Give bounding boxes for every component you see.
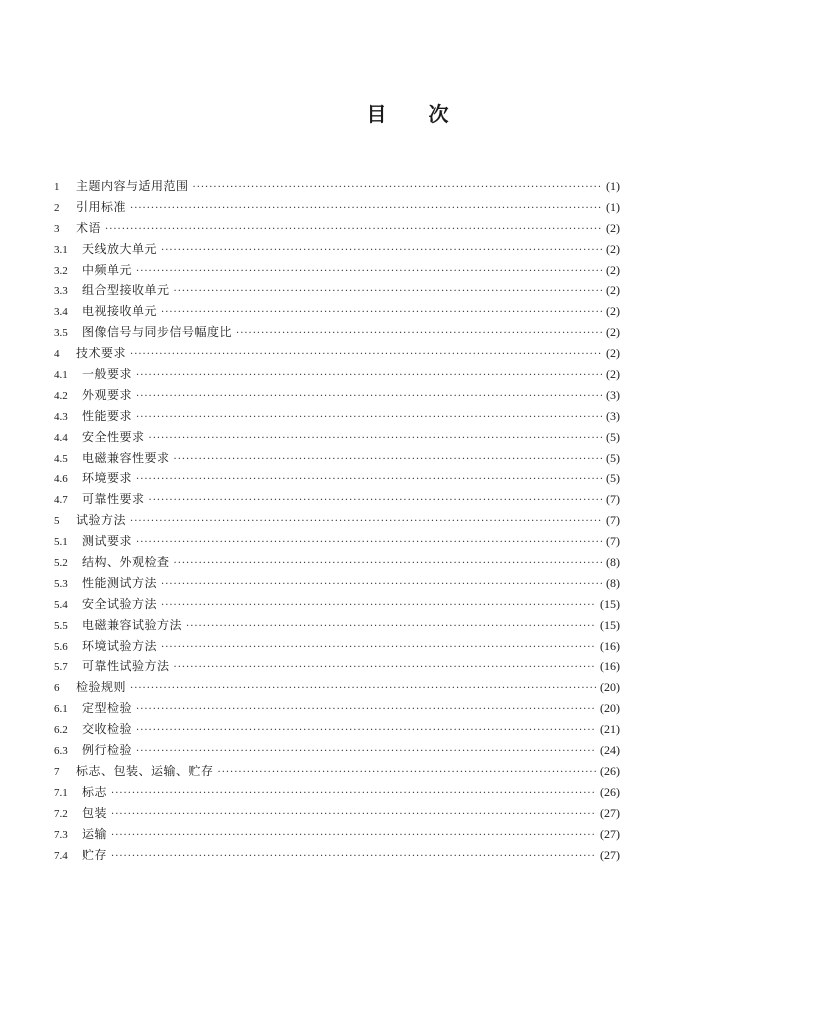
toc-entry[interactable] <box>54 824 620 845</box>
toc-entry[interactable] <box>54 782 620 803</box>
toc-entry-number: 5.5 <box>54 619 68 632</box>
toc-entry-page: (15) <box>600 617 620 632</box>
dot-leader <box>174 658 596 679</box>
toc-entry[interactable] <box>54 322 620 343</box>
toc-entry-number: 3.1 <box>54 243 68 256</box>
title-part-1: 目 <box>366 102 387 126</box>
toc-entry[interactable] <box>54 239 620 260</box>
toc-entry-page: (16) <box>600 659 620 674</box>
dot-leader <box>136 366 602 387</box>
dot-leader <box>136 700 596 721</box>
toc-entry-label: 运输 <box>82 826 108 841</box>
toc-entry-page: (20) <box>600 680 620 695</box>
toc-entry-page: (1) <box>606 179 620 193</box>
toc-entry-number: 7.2 <box>54 807 68 820</box>
dot-leader <box>136 408 602 429</box>
toc-entry[interactable] <box>54 489 620 510</box>
toc-entry[interactable] <box>54 719 620 740</box>
dot-leader <box>136 387 602 408</box>
dot-leader <box>236 324 602 345</box>
toc-entry-number: 4.5 <box>54 452 68 465</box>
dot-leader <box>111 784 596 805</box>
dot-leader <box>161 575 602 596</box>
toc-entry-page: (2) <box>606 367 620 382</box>
dot-leader <box>105 220 602 241</box>
dot-leader <box>161 303 602 324</box>
toc-entry[interactable] <box>54 677 620 698</box>
toc-entry-number: 5.2 <box>54 557 68 570</box>
toc-entry[interactable] <box>54 845 620 866</box>
toc-entry-label: 天线放大单元 <box>82 241 158 256</box>
toc-entry[interactable] <box>54 615 620 636</box>
toc-entry-page: (8) <box>606 575 620 590</box>
dot-leader <box>149 429 602 450</box>
toc-entry[interactable] <box>54 740 620 761</box>
dot-leader <box>136 533 602 554</box>
dot-leader <box>174 554 602 575</box>
toc-entry[interactable] <box>54 364 620 385</box>
toc-entry-page: (21) <box>600 722 620 737</box>
toc-entry-number: 6.1 <box>54 703 68 716</box>
toc-entry[interactable] <box>54 260 620 281</box>
toc-entry-page: (26) <box>600 784 620 799</box>
toc-entry-page: (2) <box>606 241 620 256</box>
toc-entry[interactable] <box>54 573 620 594</box>
toc-entry-label: 安全性要求 <box>82 429 145 444</box>
toc-entry-number: 3.4 <box>54 306 68 319</box>
toc-entry-label: 交收检验 <box>82 722 133 737</box>
dot-leader <box>130 512 602 533</box>
toc-entry-page: (7) <box>606 492 620 507</box>
toc-entry-label: 可靠性试验方法 <box>82 659 170 674</box>
toc-entry-page: (2) <box>606 346 620 361</box>
toc-entry-page: (3) <box>606 387 620 402</box>
toc-entry-number: 4.1 <box>54 369 68 382</box>
toc-entry-number: 7.1 <box>54 786 68 799</box>
toc-entry-number: 7.3 <box>54 828 68 841</box>
toc-entry-page: (24) <box>600 743 620 758</box>
toc-entry[interactable] <box>54 510 620 531</box>
toc-entry[interactable] <box>54 594 620 615</box>
toc-entry-number: 6.2 <box>54 724 68 737</box>
toc-entry-number: 4.6 <box>54 473 68 486</box>
toc-entry-number: 5.7 <box>54 661 68 674</box>
toc-entry[interactable] <box>54 468 620 489</box>
dot-leader <box>174 282 602 303</box>
toc-entry-page: (2) <box>606 283 620 298</box>
toc-entry-label: 外观要求 <box>82 387 133 402</box>
toc-entry-number: 6 <box>54 682 60 695</box>
dot-leader <box>136 721 596 742</box>
toc-entry-page: (2) <box>606 304 620 319</box>
toc-entry-page: (2) <box>606 220 620 235</box>
toc-entry-number: 4.2 <box>54 389 68 402</box>
toc-entry-label: 例行检验 <box>82 743 133 758</box>
toc-entry-number: 4.3 <box>54 410 68 423</box>
toc-entry-number: 4.7 <box>54 494 68 507</box>
toc-entry-page: (5) <box>606 429 620 444</box>
toc-entry-label: 术语 <box>76 220 102 235</box>
toc-entry[interactable] <box>54 406 620 427</box>
page-title <box>0 98 815 127</box>
toc-entry-number: 4.4 <box>54 431 68 444</box>
toc-entry-label: 可靠性要求 <box>82 492 145 507</box>
toc-entry-number: 7.4 <box>54 849 68 862</box>
toc-entry-number: 3.2 <box>54 264 68 277</box>
toc-entry-label: 安全试验方法 <box>82 596 158 611</box>
toc-entry-page: (27) <box>600 805 620 820</box>
toc-entry-number: 5.6 <box>54 640 68 653</box>
toc-entry-label: 技术要求 <box>76 346 127 361</box>
toc-entry[interactable] <box>54 218 620 239</box>
toc-entry[interactable] <box>54 656 620 677</box>
dot-leader <box>174 450 602 471</box>
toc-entry-number: 4 <box>54 348 60 361</box>
toc-entry-label: 包装 <box>82 805 108 820</box>
toc-entry[interactable] <box>54 280 620 301</box>
toc-entry-label: 性能要求 <box>82 408 133 423</box>
toc-entry-label: 图像信号与同步信号幅度比 <box>82 325 233 340</box>
toc-entry[interactable] <box>54 448 620 469</box>
toc-entry-label: 性能测试方法 <box>82 575 158 590</box>
dot-leader <box>193 178 602 199</box>
toc-entry-label: 中频单元 <box>82 262 133 277</box>
toc-entry-page: (7) <box>606 534 620 549</box>
toc-entry[interactable] <box>54 803 620 824</box>
toc-entry-page: (8) <box>606 555 620 570</box>
toc-entry-label: 一般要求 <box>82 367 133 382</box>
dot-leader <box>186 617 596 638</box>
dot-leader <box>136 470 602 491</box>
dot-leader <box>111 847 596 868</box>
dot-leader <box>111 805 596 826</box>
toc-entry-label: 环境要求 <box>82 471 133 486</box>
toc-entry-label: 定型检验 <box>82 701 133 716</box>
toc-entry-label: 电磁兼容试验方法 <box>82 617 183 632</box>
toc-entry[interactable] <box>54 531 620 552</box>
toc-entry-label: 电磁兼容性要求 <box>82 450 170 465</box>
toc-entry-number: 5 <box>54 515 60 528</box>
toc-entry[interactable] <box>54 176 620 197</box>
toc-entry-page: (27) <box>600 826 620 841</box>
toc-entry-label: 标志 <box>82 784 108 799</box>
toc-entry-page: (2) <box>606 262 620 277</box>
toc-entry[interactable] <box>54 636 620 657</box>
toc-entry-page: (16) <box>600 638 620 653</box>
dot-leader <box>136 742 596 763</box>
toc-entry-number: 2 <box>54 201 60 214</box>
toc-entry[interactable] <box>54 761 620 782</box>
toc-entry-number: 3 <box>54 222 60 235</box>
toc-entry-label: 电视接收单元 <box>82 304 158 319</box>
title-part-2: 次 <box>428 102 449 126</box>
toc-entry-page: (3) <box>606 408 620 423</box>
toc-entry-page: (15) <box>600 596 620 611</box>
dot-leader <box>161 596 596 617</box>
toc-entry[interactable] <box>54 427 620 448</box>
toc-entry-number: 5.4 <box>54 598 68 611</box>
table-of-contents <box>54 176 620 865</box>
dot-leader <box>130 199 602 220</box>
toc-entry-label: 贮存 <box>82 847 108 862</box>
toc-entry-page: (2) <box>606 325 620 340</box>
toc-entry-label: 环境试验方法 <box>82 638 158 653</box>
dot-leader <box>161 241 602 262</box>
toc-entry-label: 结构、外观检查 <box>82 555 170 570</box>
dot-leader <box>149 491 602 512</box>
toc-entry-label: 试验方法 <box>76 513 127 528</box>
toc-entry-page: (27) <box>600 847 620 862</box>
toc-entry[interactable] <box>54 301 620 322</box>
toc-entry-number: 1 <box>54 181 60 193</box>
toc-entry-label: 标志、包装、运输、贮存 <box>76 763 214 778</box>
toc-entry-number: 3.3 <box>54 285 68 298</box>
toc-entry-number: 5.3 <box>54 577 68 590</box>
dot-leader <box>161 638 596 659</box>
toc-entry-page: (1) <box>606 199 620 214</box>
toc-entry[interactable] <box>54 197 620 218</box>
dot-leader <box>136 262 602 283</box>
dot-leader <box>111 826 596 847</box>
toc-entry-number: 6.3 <box>54 745 68 758</box>
toc-entry-page: (5) <box>606 471 620 486</box>
toc-entry-label: 检验规则 <box>76 680 127 695</box>
toc-entry-label: 组合型接收单元 <box>82 283 170 298</box>
dot-leader <box>130 679 596 700</box>
dot-leader <box>218 763 596 784</box>
dot-leader <box>130 345 602 366</box>
toc-entry[interactable] <box>54 343 620 364</box>
toc-entry-label: 主题内容与适用范围 <box>76 179 189 193</box>
toc-entry-label: 测试要求 <box>82 534 133 549</box>
toc-entry-page: (5) <box>606 450 620 465</box>
toc-entry[interactable] <box>54 552 620 573</box>
toc-entry[interactable] <box>54 698 620 719</box>
toc-entry-page: (20) <box>600 701 620 716</box>
toc-entry-number: 7 <box>54 765 60 778</box>
toc-entry-page: (26) <box>600 763 620 778</box>
toc-entry-number: 5.1 <box>54 536 68 549</box>
toc-entry-number: 3.5 <box>54 327 68 340</box>
toc-entry[interactable] <box>54 385 620 406</box>
toc-entry-page: (7) <box>606 513 620 528</box>
toc-entry-label: 引用标准 <box>76 199 127 214</box>
